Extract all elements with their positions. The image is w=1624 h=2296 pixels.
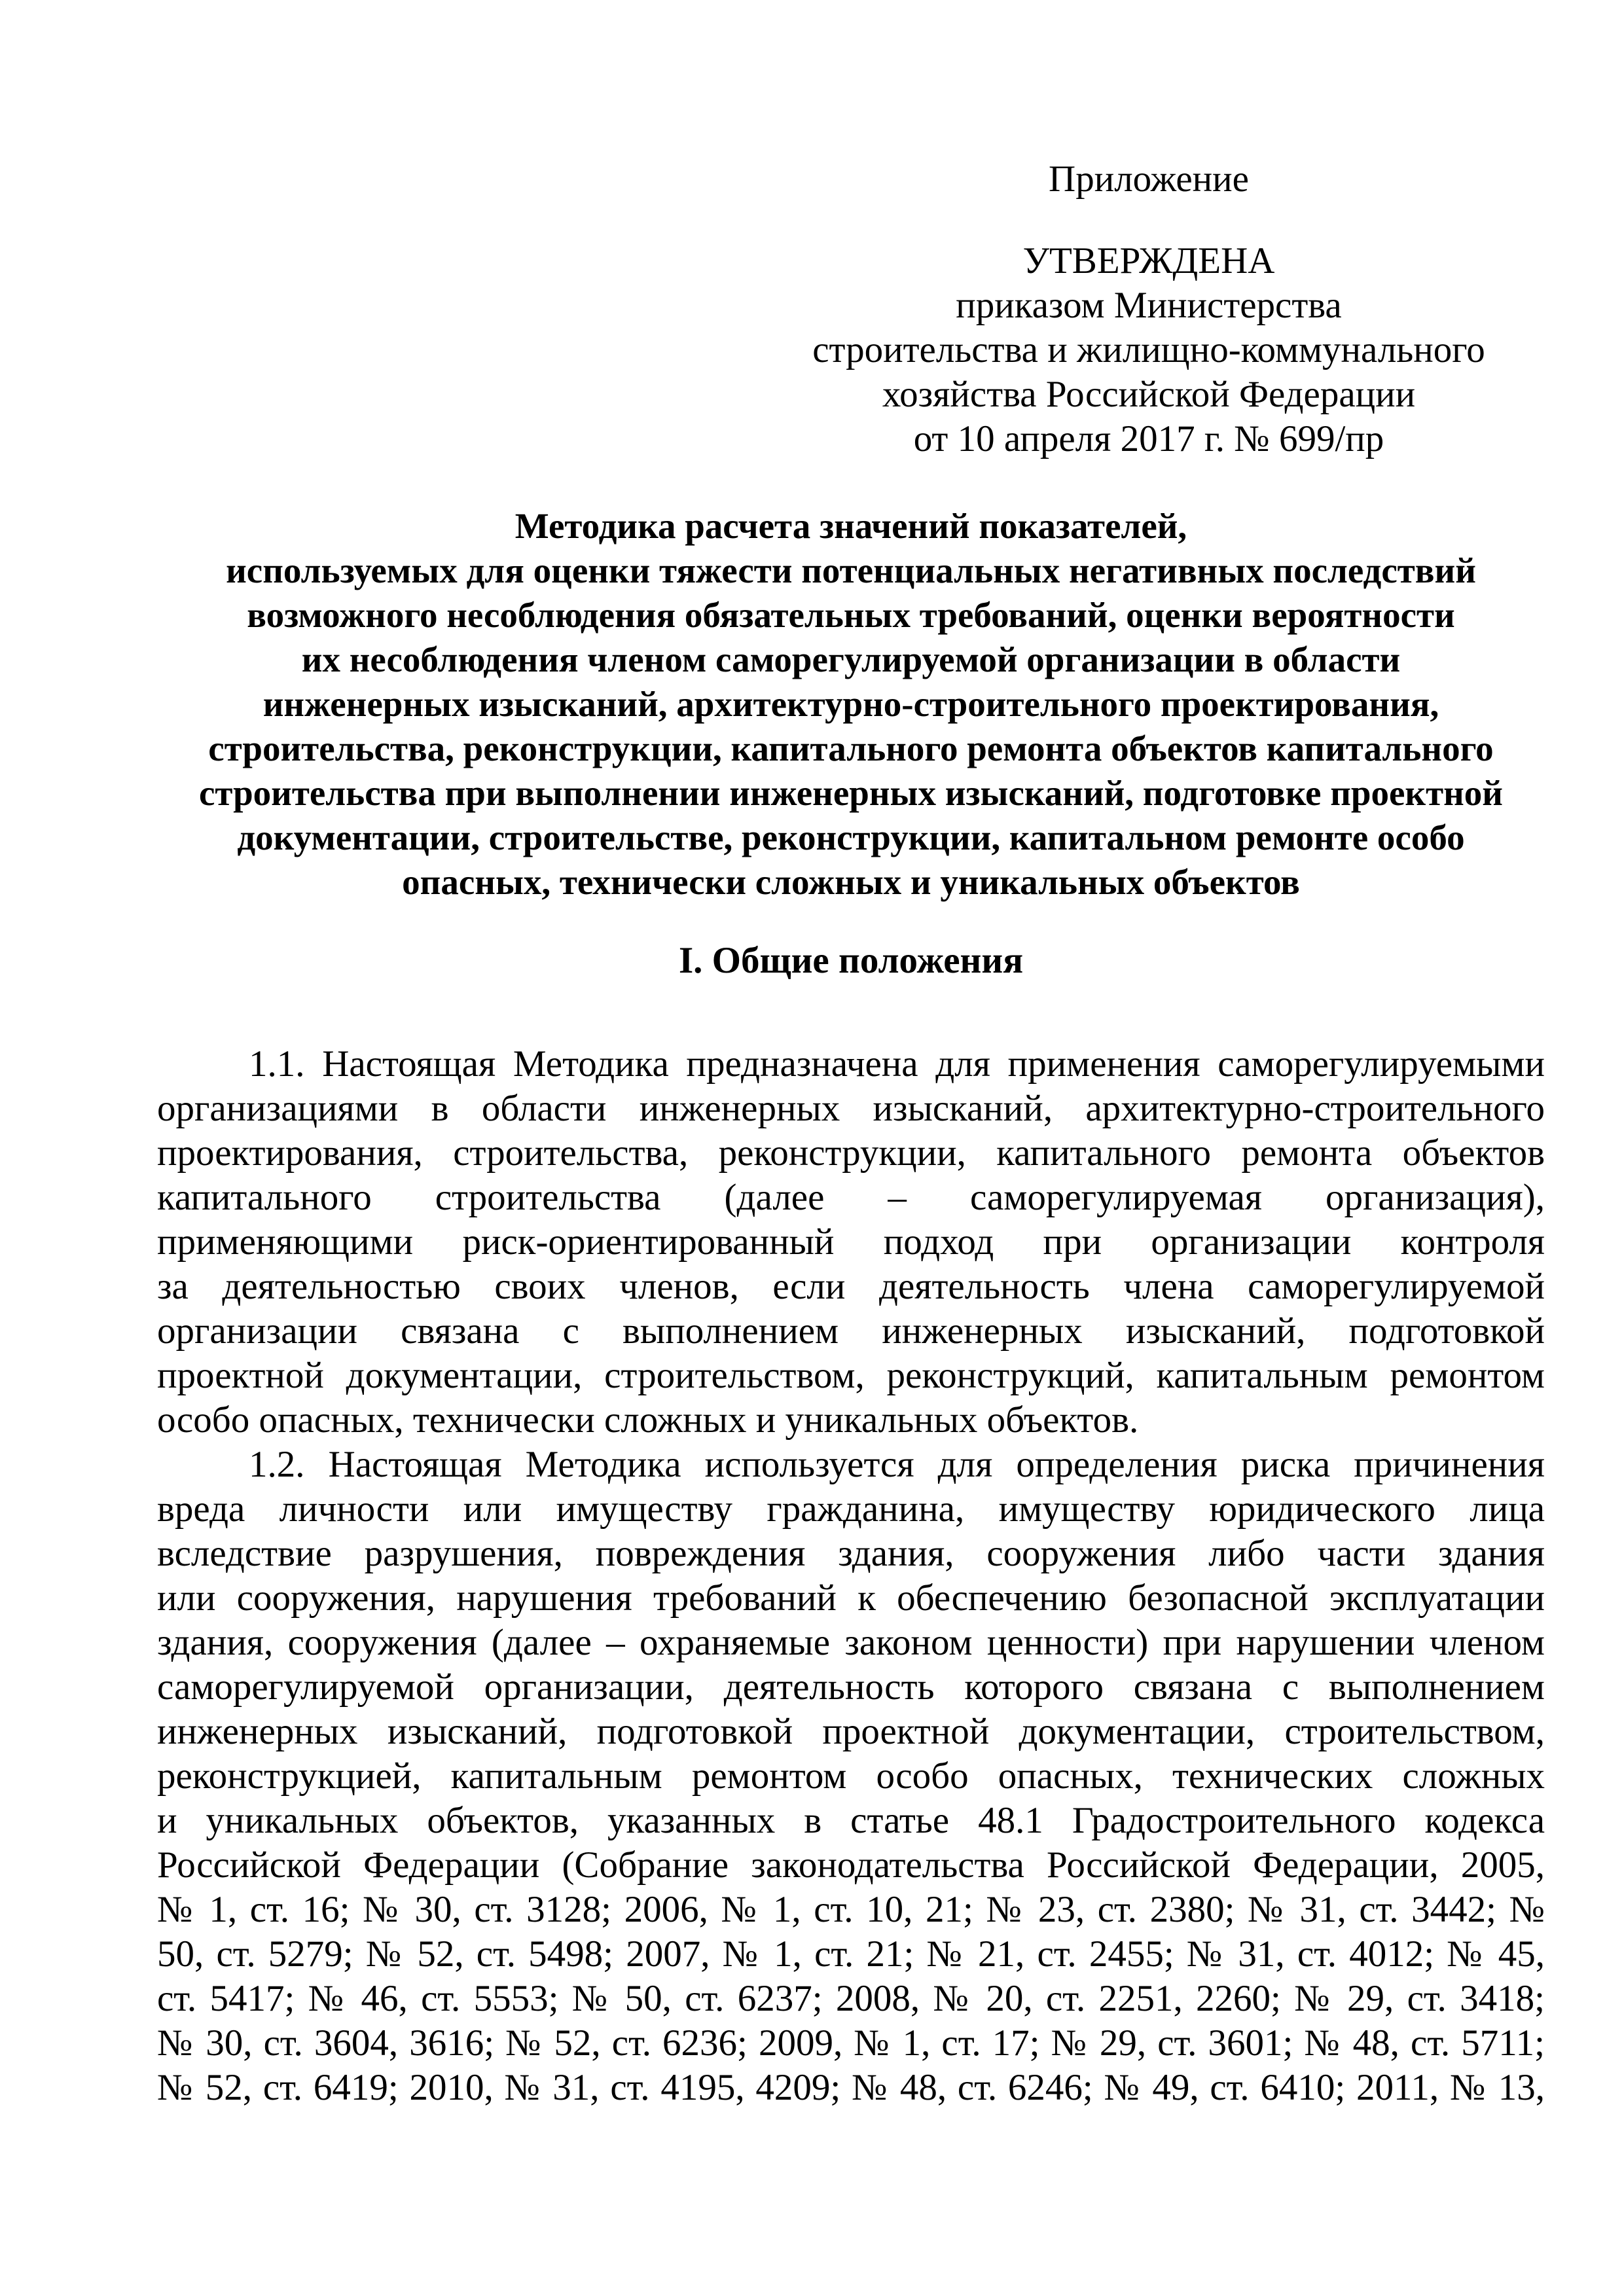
body-line: 1.2. Настоящая Методика используется для определения риска причинения: [249, 1444, 1545, 1485]
body-line: вследствие разрушения, повреждения здания, сооружения либо части здания: [157, 1533, 1545, 1574]
section-heading: I. Общие положения: [678, 940, 1024, 981]
body-line: № 1, ст. 16; № 30, ст. 3128; 2006, № 1, ст. 10, 21; № 23, ст. 2380; № 31, ст. 3442; №: [157, 1889, 1545, 1930]
body-line: проектной документации, строительством, реконструкций, капитальным ремонтом: [157, 1355, 1545, 1396]
approved-label: УТВЕРЖДЕНА: [1022, 240, 1275, 281]
title-line: возможного несоблюдения обязательных требований, оценки вероятности: [247, 595, 1455, 635]
title-line: используемых для оценки тяжести потенциальных негативных последствий: [226, 550, 1476, 590]
body-line: инженерных изысканий, подготовкой проектной документации, строительством,: [157, 1711, 1545, 1752]
body-line: Российской Федерации (Собрание законодательства Российской Федерации, 2005,: [157, 1844, 1545, 1886]
body-line: 50, ст. 5279; № 52, ст. 5498; 2007, № 1, ст. 21; № 21, ст. 2455; № 31, ст. 4012; № 45,: [157, 1933, 1545, 1975]
title-line: строительства при выполнении инженерных изысканий, подготовке проектной: [198, 773, 1503, 813]
body-line: организациями в области инженерных изысканий, архитектурно-строительного: [157, 1088, 1545, 1129]
paragraph-1-1: [157, 1042, 1545, 1443]
approved-by-line: приказом Министерства: [956, 285, 1342, 326]
body-line: саморегулируемой организации, деятельность которого связана с выполнением: [157, 1666, 1545, 1708]
approved-by-line: хозяйства Российской Федерации: [882, 374, 1416, 415]
body-line: применяющими риск-ориентированный подход при организации контроля: [157, 1221, 1545, 1263]
appendix-label: [772, 157, 1525, 202]
title-line: инженерных изысканий, архитектурно-строительного проектирования,: [262, 684, 1439, 724]
body-line: реконструкцией, капитальным ремонтом особо опасных, технических сложных: [157, 1755, 1545, 1797]
title-line: их несоблюдения членом саморегулируемой организации в области: [301, 639, 1401, 679]
title-line: строительства, реконструкции, капитального ремонта объектов капитального: [208, 728, 1494, 768]
body-line: ст. 5417; № 46, ст. 5553; № 50, ст. 6237; 2008, № 20, ст. 2251, 2260; № 29, ст. 3418;: [157, 1978, 1545, 2019]
approval-block: [772, 239, 1525, 461]
body-line: 1.1. Настоящая Методика предназначена для применения саморегулируемыми: [249, 1043, 1545, 1085]
body-line: и уникальных объектов, указанных в статье 48.1 Градостроительного кодекса: [157, 1800, 1545, 1841]
body-line: особо опасных, технически сложных и уникальных объектов.: [157, 1399, 1139, 1441]
body-line: за деятельностью своих членов, если деятельность члена саморегулируемой: [157, 1266, 1545, 1307]
paragraph-1-2: [157, 1443, 1545, 2110]
body-line: организации связана с выполнением инженерных изысканий, подготовкой: [157, 1310, 1545, 1352]
body-line: капитального строительства (далее – саморегулируемая организация),: [157, 1177, 1545, 1218]
document-body: [157, 1042, 1545, 2110]
body-line: здания, сооружения (далее – охраняемые законом ценности) при нарушении членом: [157, 1622, 1545, 1663]
document-title: [157, 504, 1545, 905]
approved-by-line: строительства и жилищно-коммунального: [812, 329, 1485, 370]
body-line: проектирования, строительства, реконструкции, капитального ремонта объектов: [157, 1132, 1545, 1174]
title-line: опасных, технически сложных и уникальных объектов: [402, 862, 1300, 902]
appendix-text: Приложение: [1049, 158, 1249, 200]
body-line: вреда личности или имуществу гражданина, имуществу юридического лица: [157, 1488, 1545, 1530]
body-line: или сооружения, нарушения требований к обеспечению безопасной эксплуатации: [157, 1577, 1545, 1619]
title-line: документации, строительстве, реконструкции, капитальном ремонте особо: [237, 817, 1465, 857]
body-line: № 30, ст. 3604, 3616; № 52, ст. 6236; 2009, № 1, ст. 17; № 29, ст. 3601; № 48, ст. 5711;: [157, 2022, 1545, 2064]
body-line: № 52, ст. 6419; 2010, № 31, ст. 4195, 4209; № 48, ст. 6246; № 49, ст. 6410; 2011, № 13,: [157, 2067, 1545, 2108]
order-reference: от 10 апреля 2017 г. № 699/пр: [913, 418, 1384, 459]
title-line: Методика расчета значений показателей,: [514, 506, 1187, 546]
